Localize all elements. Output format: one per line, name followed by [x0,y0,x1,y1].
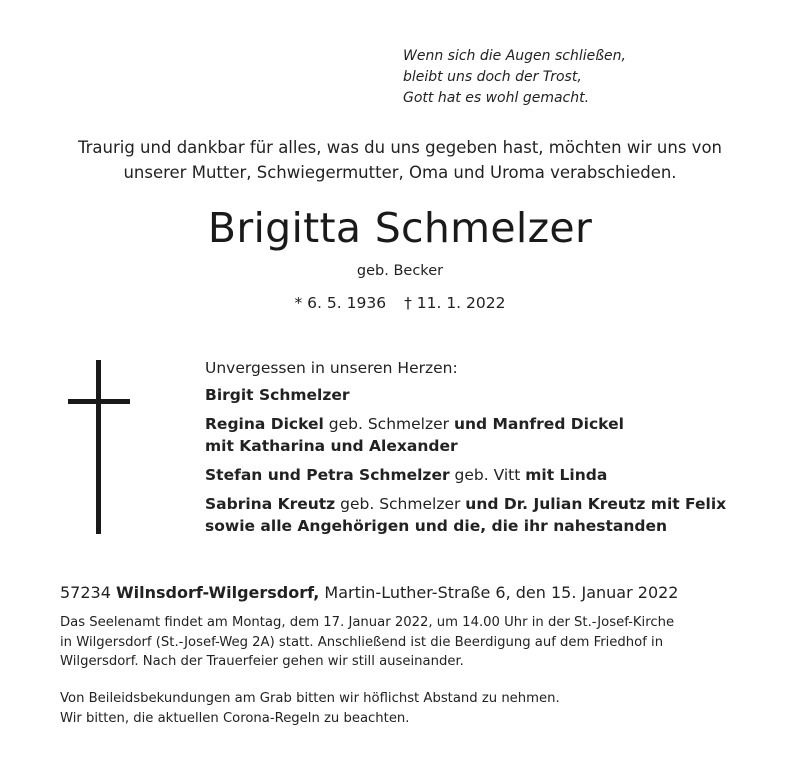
mourner-line: mit Katharina und Alexander [205,437,458,455]
mourner-group [205,464,726,486]
mourner-name: Stefan und Petra Schmelzer [205,466,450,484]
mourner-line: sowie alle Angehörigen und die, die ihr nahestanden [205,517,668,535]
poem-line: Gott hat es wohl gemacht. [403,90,590,106]
maiden-name: geb. Becker [356,263,444,279]
mourner-line [205,464,726,486]
latin-cross-icon [68,360,130,534]
mourners-list [205,356,726,544]
mourner-name: und Dr. Julian Kreutz mit Felix [465,495,727,513]
condolence-notice [60,689,760,728]
place-and-date [60,582,678,604]
mourner-name: Sabrina Kreutz [205,495,336,513]
mourner-group [205,413,726,457]
life-dates [0,292,800,314]
mourner-line [205,493,726,515]
intro-text [40,135,760,185]
death-date: † 11. 1. 2022 [404,294,506,312]
mourner-line: Birgit Schmelzer [205,386,350,404]
notice-line: Das Seelenamt findet am Montag, dem 17. Januar 2022, um 14.00 Uhr in der St.-Josef-Kirche [60,615,675,630]
mourners-heading: Unvergessen in unseren Herzen: [205,359,458,377]
poem-line: Wenn sich die Augen schließen, [403,48,626,64]
mourner-maiden: geb. Schmelzer [323,415,454,433]
zip-code: 57234 [60,583,116,602]
funeral-notice [60,613,760,672]
mourner-group [205,384,726,406]
notice-line: Wilgersdorf. Nach der Trauerfeier gehen wir still auseinander. [60,654,464,669]
mourner-name: mit Linda [525,466,608,484]
mourner-name: und Manfred Dickel [453,415,624,433]
poem-line: bleibt uns doch der Trost, [403,69,582,85]
mourner-name: Regina Dickel [205,415,324,433]
notice-line: Von Beileidsbekundungen am Grab bitten wir höflichst Abstand zu nehmen. [60,691,560,706]
notice-line: in Wilgersdorf (St.-Josef-Weg 2A) statt. Anschließend ist die Beerdigung auf dem Friedhof in [60,634,664,650]
mourner-maiden: geb. Vitt [449,466,526,484]
intro-line: unserer Mutter, Schwiegermutter, Oma und Uroma verabschieden. [123,163,677,182]
intro-line: Traurig und dankbar für alles, was du uns gegeben hast, möchten wir uns von [77,138,723,157]
deceased-name: Brigitta Schmelzer [207,204,593,252]
mourner-line [205,413,726,435]
mourner-group [205,493,726,537]
address-date: Martin-Luther-Straße 6, den 15. Januar 2022 [319,583,679,602]
poem [403,46,626,109]
birth-date: * 6. 5. 1936 [294,294,387,312]
mourner-maiden: geb. Schmelzer [335,495,466,513]
town-name: Wilnsdorf-Wilgersdorf, [115,583,320,602]
notice-line: Wir bitten, die aktuellen Corona-Regeln zu beachten. [60,710,410,726]
